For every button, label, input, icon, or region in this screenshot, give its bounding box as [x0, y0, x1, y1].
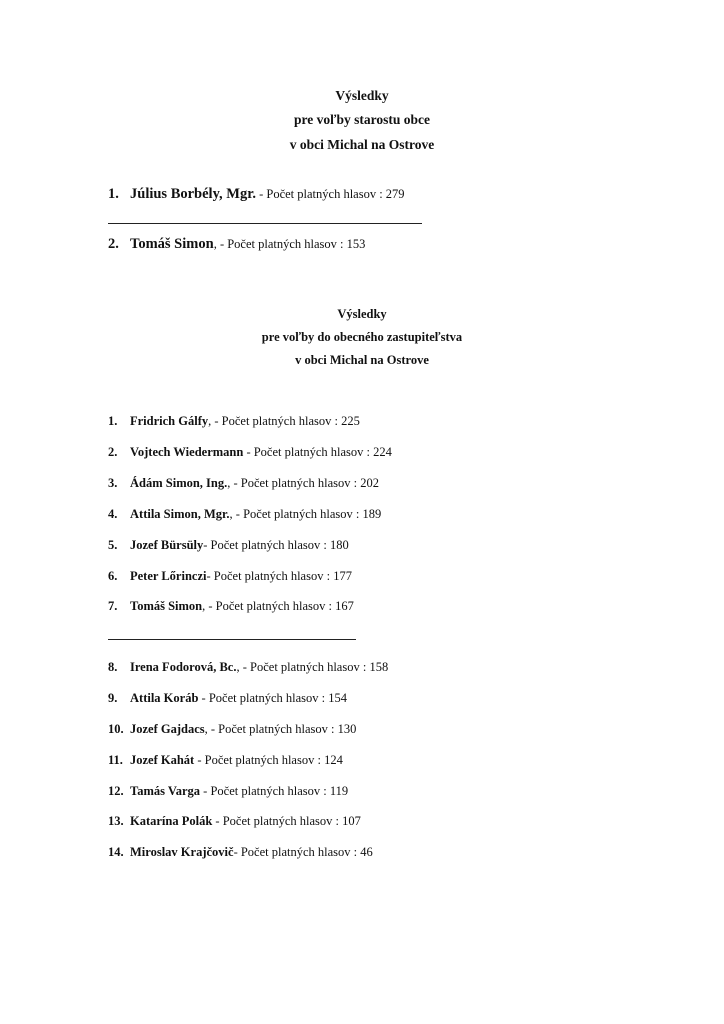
- candidate-name: Attila Simon, Mgr.: [130, 507, 230, 521]
- candidate-name: Irena Fodorová, Bc.: [130, 660, 237, 674]
- council-candidate-row: [108, 599, 354, 614]
- rank-number: 1.: [108, 186, 119, 202]
- section2-place: v obci Michal na Ostrove: [295, 353, 429, 367]
- candidate-name: Tamás Varga: [130, 784, 201, 798]
- council-candidate-row: [108, 691, 347, 706]
- vote-count-text: , - Počet platných hlasov : 167: [202, 599, 354, 613]
- rank-number: 5.: [108, 538, 118, 552]
- rank-number: 8.: [108, 660, 118, 674]
- candidate-name: Peter Lőrinczi: [130, 569, 207, 583]
- candidate-name: Tomáš Simon: [130, 236, 214, 252]
- vote-count-text: - Počet platných hlasov : 119: [200, 784, 349, 798]
- council-candidate-row: [108, 660, 388, 675]
- section1-place: v obci Michal na Ostrove: [289, 137, 435, 152]
- candidate-name: Július Borbély, Mgr.: [130, 186, 256, 202]
- rank-number: 2.: [108, 236, 119, 252]
- vote-count-text: - Počet platných hlasov : 177: [206, 569, 352, 583]
- elected-divider-line: [108, 639, 356, 640]
- rank-number: 6.: [108, 569, 118, 583]
- rank-number: 3.: [108, 476, 118, 490]
- vote-count-text: - Počet platných hlasov : 46: [233, 845, 373, 859]
- rank-number: 14.: [108, 845, 124, 859]
- rank-number: 9.: [108, 691, 118, 705]
- council-candidate-row: [108, 414, 360, 429]
- rank-number: 13.: [108, 814, 124, 828]
- rank-number: 12.: [108, 784, 124, 798]
- mayor-candidate-row: [108, 186, 405, 203]
- rank-number: 11.: [108, 753, 123, 767]
- rank-number: 4.: [108, 507, 118, 521]
- vote-count-text: - Počet platných hlasov : 124: [194, 753, 343, 767]
- rank-number: 7.: [108, 599, 118, 613]
- council-candidate-row: [108, 784, 348, 799]
- candidate-name: Jozef Kahát: [130, 753, 195, 767]
- vote-count-text: , - Počet platných hlasov : 158: [236, 660, 389, 674]
- vote-count-text: - Počet platných hlasov : 224: [243, 445, 392, 459]
- vote-count-text: - Počet platných hlasov : 154: [198, 691, 347, 705]
- section1-title: Výsledky: [335, 88, 389, 103]
- candidate-name: Jozef Gajdacs: [130, 722, 205, 736]
- vote-count-text: - Počet platných hlasov : 279: [255, 187, 405, 201]
- candidate-name: Tomáš Simon: [130, 599, 203, 613]
- rank-number: 10.: [108, 722, 124, 736]
- winner-divider-line: [108, 223, 422, 224]
- vote-count-text: - Počet platných hlasov : 107: [212, 814, 361, 828]
- section2-title: Výsledky: [337, 307, 387, 321]
- vote-count-text: , - Počet platných hlasov : 153: [213, 237, 366, 251]
- rank-number: 2.: [108, 445, 118, 459]
- council-candidate-row: [108, 845, 373, 860]
- vote-count-text: , - Počet platných hlasov : 189: [229, 507, 382, 521]
- candidate-name: Vojtech Wiedermann: [130, 445, 244, 459]
- section1-subtitle: pre voľby starostu obce: [294, 112, 430, 127]
- council-candidate-row: [108, 538, 349, 553]
- council-candidate-row: [108, 476, 379, 491]
- vote-count-text: - Počet platných hlasov : 180: [203, 538, 349, 552]
- candidate-name: Attila Koráb: [130, 691, 199, 705]
- council-candidate-row: [108, 507, 381, 522]
- council-candidate-row: [108, 753, 343, 768]
- vote-count-text: , - Počet platných hlasov : 130: [204, 722, 357, 736]
- candidate-name: Ádám Simon, Ing.: [130, 476, 228, 490]
- candidate-name: Jozef Bürsüly: [130, 538, 204, 552]
- council-candidate-row: [108, 445, 392, 460]
- candidate-name: Katarína Polák: [130, 814, 213, 828]
- rank-number: 1.: [108, 414, 118, 428]
- candidate-name: Fridrich Gálfy: [130, 414, 209, 428]
- section2-subtitle: pre voľby do obecného zastupiteľstva: [261, 330, 463, 344]
- mayor-candidate-row: [108, 236, 365, 253]
- council-candidate-row: [108, 814, 361, 829]
- council-candidate-row: [108, 569, 352, 584]
- candidate-name: Miroslav Krajčovič: [130, 845, 234, 859]
- vote-count-text: , - Počet platných hlasov : 225: [208, 414, 360, 428]
- vote-count-text: , - Počet platných hlasov : 202: [227, 476, 379, 490]
- council-candidate-row: [108, 722, 356, 737]
